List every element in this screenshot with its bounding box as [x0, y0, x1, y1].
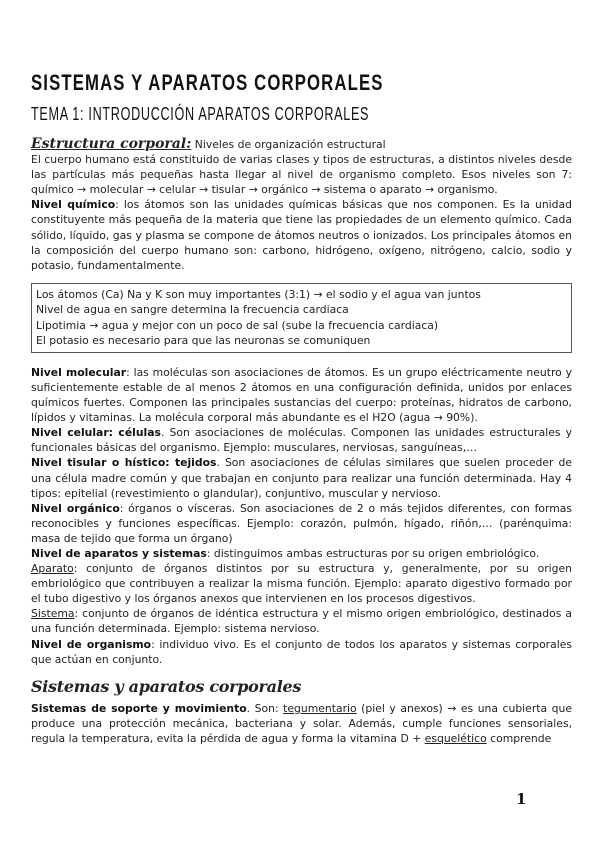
- note-line: Los átomos (Ca) Na y K son muy importantes (3:1) → el sodio y el agua van juntos: [36, 287, 481, 301]
- sistema-definition: [31, 606, 572, 636]
- nivel-tisular: [31, 455, 572, 500]
- page-number: 1: [516, 790, 527, 808]
- nivel-quimico-text: : los átomos son las unidades químicas básicas que nos componen. Es la unidad constituyente más pequeña de la materia que tiene las propiedades de un elemento químico. Cada sólido, líquido, gas y plasma se compone de átomos neutros o ionizados. Los principales átomos en la composición del cuerpo humano son: carbono, hidrógeno, oxígeno, nitrógeno, calcio, sodio y potasio, fundamentalmente.: [31, 198, 572, 272]
- esqueletico-term: esquelético: [424, 731, 487, 745]
- nivel-tisular-label: Nivel tisular o hístico: tejidos: [31, 456, 217, 470]
- page-title: SISTEMAS Y APARATOS CORPORALES: [31, 70, 384, 95]
- nivel-organismo-text: : individuo vivo. Es el conjunto de todos los aparatos y sistemas corporales que actúan en conjunto.: [31, 637, 572, 666]
- estructura-lead: Estructura corporal:: [31, 136, 192, 152]
- note-line: Nivel de agua en sangre determina la frecuencia cardiaca: [36, 303, 349, 317]
- nivel-molecular: [31, 365, 572, 425]
- section-heading: Sistemas y aparatos corporales: [31, 676, 302, 696]
- aparato-label: Aparato: [31, 562, 74, 576]
- nivel-organico-label: Nivel orgánico: [31, 501, 120, 515]
- aparato-text: : conjunto de órganos distintos por su estructura y, generalmente, por su origen embriológico que contribuyen a realizar la misma función. Ejemplo: aparato digestivo formado por el tubo digestivo y los órganos anexos que intervienen en los procesos digestivos.: [31, 562, 572, 606]
- nivel-molecular-text: : las moléculas son asociaciones de átomos. Es un grupo eléctricamente neutro y suficientemente estable de al menos 2 átomos en una configuración definida, unidos por enlaces químicos fuertes. Componen las principales sustancias del cuerpo: proteínas, hidratos de carbono, lípidos y vitaminas. La molécula corporal más abundante es el H2O (agua → 90%).: [31, 365, 572, 425]
- topic-title: TEMA 1: INTRODUCCIÓN APARATOS CORPORALES: [31, 104, 370, 124]
- nivel-celular: [31, 425, 572, 455]
- estructura-lead-rest: Niveles de organización estructural: [191, 138, 386, 151]
- nivel-aparatos-label: Nivel de aparatos y sistemas: [31, 546, 207, 560]
- nivel-aparatos-text: : distinguimos ambas estructuras por su origen embriológico.: [206, 546, 540, 560]
- main-content: [31, 137, 572, 746]
- nivel-organismo: [31, 637, 572, 667]
- sistema-label: Sistema: [31, 607, 75, 621]
- nivel-aparatos: [31, 546, 572, 561]
- soporte-paragraph: [31, 701, 572, 746]
- tegumentario-term: tegumentario: [283, 701, 357, 715]
- niveles-intro: El cuerpo humano está constituido de varias clases y tipos de estructuras, a distintos niveles desde las partículas más pequeñas hasta llegar al nivel de organismo completo. Esos niveles son 7: químico → molecular → celular → tisular → orgánico → sistema o aparato → organismo.: [31, 153, 572, 197]
- soporte-label: Sistemas de soporte y movimiento: [31, 701, 247, 715]
- nivel-tisular-text: . Son asociaciones de células similares que suelen proceder de una célula madre común y que trabajan en conjunto para realizar una función determinada. Hay 4 tipos: epitelial (revestimiento o glandular), conjuntivo, muscular y nervioso.: [31, 456, 572, 500]
- estructura-paragraph: [31, 137, 572, 152]
- nivel-molecular-label: Nivel molecular: [31, 365, 127, 379]
- note-line: Lipotimia → agua y mejor con un poco de sal (sube la frecuencia cardiaca): [36, 318, 439, 332]
- soporte-text-1: . Son:: [246, 701, 284, 715]
- sistema-text: : conjunto de órganos de idéntica estructura y el mismo origen embriológico, destinados a una función determinada. Ejemplo: sistema nervioso.: [31, 607, 572, 636]
- nivel-quimico: [31, 197, 572, 272]
- notes-box: [31, 283, 572, 353]
- nivel-organico-text: : órganos o vísceras. Son asociaciones de 2 o más tejidos diferentes, con formas reconocibles y funciones específicas. Ejemplo: corazón, pulmón, hígado, riñón,… (parénquima: masa de tejido que forma un órgano): [31, 501, 572, 545]
- nivel-organismo-label: Nivel de organismo: [31, 637, 152, 651]
- nivel-celular-label: Nivel celular: células: [31, 426, 161, 440]
- nivel-organico: [31, 501, 572, 546]
- note-line: El potasio es necesario para que las neuronas se comuniquen: [36, 334, 371, 348]
- soporte-text-3: comprende: [486, 731, 552, 745]
- soporte-text-2: (piel y anexos) → es una cubierta que produce una protección mecánica, bacteriana y solar. Además, cumple funciones sensoriales, regula la temperatura, evita la pérdida de agua y forma la vitamina D +: [31, 701, 572, 745]
- nivel-celular-text: . Son asociaciones de moléculas. Componen las unidades estructurales y funcionales básicas del organismo. Ejemplo: musculares, nerviosas, sanguíneas,…: [31, 426, 572, 455]
- nivel-quimico-label: Nivel químico: [31, 198, 116, 212]
- aparato-definition: [31, 561, 572, 606]
